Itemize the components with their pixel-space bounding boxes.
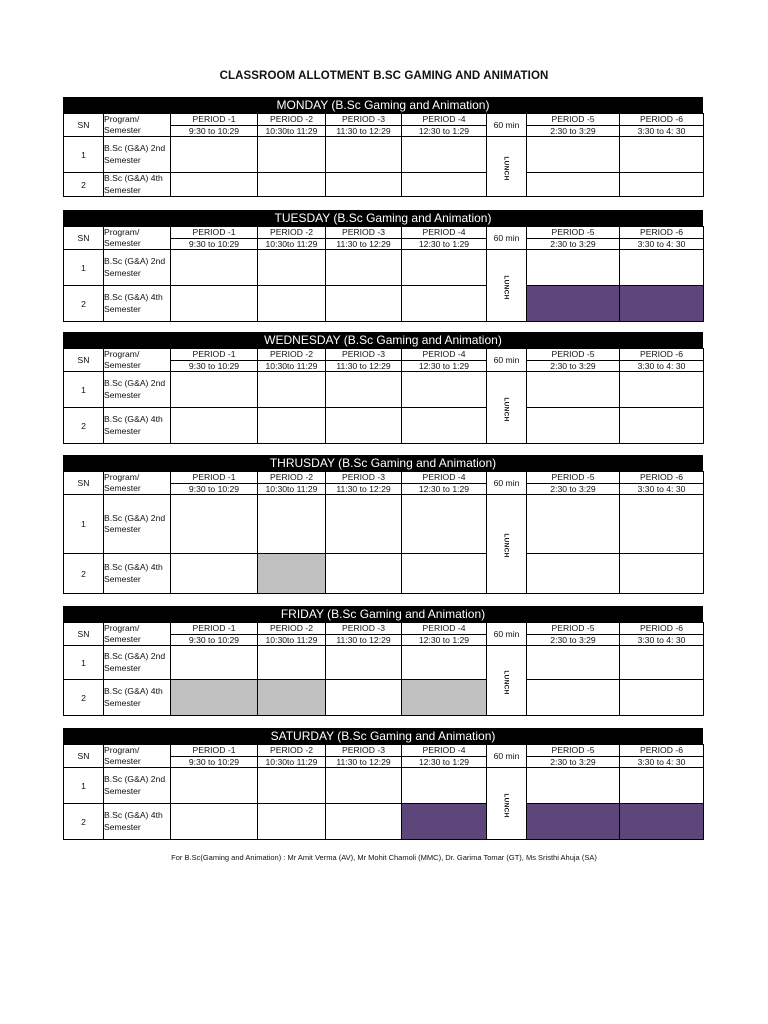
- period-time: 3:30 to 4: 30: [620, 634, 704, 646]
- table-row: [64, 554, 704, 594]
- program-semester-header: Program/ Semester: [104, 349, 171, 372]
- lunch-cell: [487, 137, 527, 197]
- slot-cell[interactable]: [258, 372, 326, 408]
- period-header: PERIOD -5: [527, 745, 620, 757]
- sn-cell: 2: [64, 408, 104, 444]
- period-time: 2:30 to 3:29: [527, 360, 620, 372]
- lunch-duration-header: 60 min: [487, 472, 527, 495]
- period-header: PERIOD -6: [620, 227, 704, 239]
- lunch-duration-header: 60 min: [487, 349, 527, 372]
- period-header: PERIOD -5: [527, 472, 620, 484]
- program-cell: B.Sc (G&A) 4th Semester: [104, 173, 171, 197]
- slot-cell[interactable]: [402, 680, 487, 716]
- period-time: 12:30 to 1:29: [402, 125, 487, 137]
- sn-cell: 2: [64, 554, 104, 594]
- lunch-label: LUNCH: [503, 396, 510, 422]
- program-cell: B.Sc (G&A) 2nd Semester: [104, 250, 171, 286]
- sn-cell: 1: [64, 495, 104, 554]
- lunch-cell: [487, 250, 527, 322]
- period-time: 3:30 to 4: 30: [620, 238, 704, 250]
- slot-cell[interactable]: [620, 804, 704, 840]
- period-header: PERIOD -3: [326, 227, 402, 239]
- period-time: 12:30 to 1:29: [402, 238, 487, 250]
- period-time: 9:30 to 10:29: [171, 360, 258, 372]
- program-semester-header: Program/ Semester: [104, 472, 171, 495]
- slot-cell[interactable]: [326, 768, 402, 804]
- period-header: PERIOD -2: [258, 745, 326, 757]
- slot-cell[interactable]: [527, 408, 620, 444]
- period-header: PERIOD -1: [171, 472, 258, 484]
- period-time: 12:30 to 1:29: [402, 634, 487, 646]
- lunch-duration-header: 60 min: [487, 227, 527, 250]
- period-header: PERIOD -5: [527, 349, 620, 361]
- sn-cell: 2: [64, 804, 104, 840]
- slot-cell[interactable]: [620, 646, 704, 680]
- period-time: 3:30 to 4: 30: [620, 756, 704, 768]
- slot-cell[interactable]: [402, 554, 487, 594]
- slot-cell[interactable]: [402, 804, 487, 840]
- day-block: [63, 728, 703, 840]
- period-time: 11:30 to 12:29: [326, 360, 402, 372]
- table-row: [64, 646, 704, 680]
- period-header: PERIOD -3: [326, 114, 402, 126]
- sn-cell: 1: [64, 768, 104, 804]
- slot-cell[interactable]: [620, 286, 704, 322]
- day-block: [63, 332, 703, 444]
- period-header: PERIOD -5: [527, 114, 620, 126]
- slot-cell[interactable]: [620, 554, 704, 594]
- lunch-label: LUNCH: [503, 274, 510, 300]
- faculty-footer: For B.Sc(Gaming and Animation) : Mr Amit Verma (AV), Mr Mohit Chamoli (MMC), Dr. Garima Tomar (GT), Ms Sristhi Ahuja (SA): [171, 853, 597, 862]
- program-cell: B.Sc (G&A) 2nd Semester: [104, 372, 171, 408]
- period-time: 9:30 to 10:29: [171, 756, 258, 768]
- period-time: 3:30 to 4: 30: [620, 360, 704, 372]
- program-cell: B.Sc (G&A) 4th Semester: [104, 680, 171, 716]
- period-header: PERIOD -5: [527, 623, 620, 635]
- slot-cell[interactable]: [258, 495, 326, 554]
- period-time: 9:30 to 10:29: [171, 483, 258, 495]
- lunch-label: LUNCH: [503, 792, 510, 818]
- lunch-label: LUNCH: [503, 533, 510, 558]
- slot-cell[interactable]: [402, 137, 487, 173]
- program-cell: B.Sc (G&A) 4th Semester: [104, 804, 171, 840]
- slot-cell[interactable]: [527, 286, 620, 322]
- period-time: 12:30 to 1:29: [402, 483, 487, 495]
- table-row: [64, 680, 704, 716]
- slot-cell[interactable]: [258, 768, 326, 804]
- program-semester-header: Program/ Semester: [104, 114, 171, 137]
- slot-cell[interactable]: [620, 372, 704, 408]
- day-block: [63, 210, 703, 322]
- period-time: 10:30to 11:29: [258, 360, 326, 372]
- period-header: PERIOD -2: [258, 114, 326, 126]
- period-time: 3:30 to 4: 30: [620, 483, 704, 495]
- sn-header: SN: [64, 227, 104, 250]
- table-row: [64, 768, 704, 804]
- slot-cell[interactable]: [258, 646, 326, 680]
- period-header: PERIOD -2: [258, 472, 326, 484]
- slot-cell[interactable]: [402, 372, 487, 408]
- table-row: [64, 250, 704, 286]
- day-block: [63, 606, 703, 716]
- period-time: 10:30to 11:29: [258, 483, 326, 495]
- schedule-table: [63, 113, 704, 197]
- period-time: 2:30 to 3:29: [527, 125, 620, 137]
- day-header: FRIDAY (B.Sc Gaming and Animation): [63, 606, 703, 622]
- period-time: 9:30 to 10:29: [171, 238, 258, 250]
- lunch-cell: [487, 372, 527, 444]
- lunch-duration-header: 60 min: [487, 114, 527, 137]
- period-header: PERIOD -5: [527, 227, 620, 239]
- schedule-table: [63, 622, 704, 716]
- program-cell: B.Sc (G&A) 4th Semester: [104, 408, 171, 444]
- slot-cell[interactable]: [527, 173, 620, 197]
- slot-cell[interactable]: [171, 646, 258, 680]
- program-cell: B.Sc (G&A) 2nd Semester: [104, 768, 171, 804]
- period-time: 12:30 to 1:29: [402, 756, 487, 768]
- slot-cell[interactable]: [527, 768, 620, 804]
- period-header: PERIOD -6: [620, 349, 704, 361]
- period-time: 11:30 to 12:29: [326, 238, 402, 250]
- slot-cell[interactable]: [527, 646, 620, 680]
- period-time: 11:30 to 12:29: [326, 634, 402, 646]
- slot-cell[interactable]: [171, 680, 258, 716]
- slot-cell[interactable]: [171, 286, 258, 322]
- period-header: PERIOD -4: [402, 472, 487, 484]
- sn-header: SN: [64, 745, 104, 768]
- slot-cell[interactable]: [171, 554, 258, 594]
- period-header: PERIOD -4: [402, 745, 487, 757]
- period-header: PERIOD -4: [402, 114, 487, 126]
- slot-cell[interactable]: [620, 408, 704, 444]
- schedule-table: [63, 471, 704, 594]
- period-time: 10:30to 11:29: [258, 634, 326, 646]
- slot-cell[interactable]: [527, 680, 620, 716]
- lunch-duration-header: 60 min: [487, 745, 527, 768]
- period-time: 10:30to 11:29: [258, 756, 326, 768]
- slot-cell[interactable]: [402, 768, 487, 804]
- slot-cell[interactable]: [326, 495, 402, 554]
- slot-cell[interactable]: [527, 804, 620, 840]
- slot-cell[interactable]: [258, 804, 326, 840]
- period-header: PERIOD -1: [171, 623, 258, 635]
- slot-cell[interactable]: [171, 250, 258, 286]
- slot-cell[interactable]: [620, 137, 704, 173]
- lunch-label: LUNCH: [503, 669, 510, 695]
- day-header: THRUSDAY (B.Sc Gaming and Animation): [63, 455, 703, 471]
- slot-cell[interactable]: [171, 804, 258, 840]
- lunch-label: LUNCH: [503, 155, 510, 181]
- lunch-duration-header: 60 min: [487, 623, 527, 646]
- slot-cell[interactable]: [171, 768, 258, 804]
- lunch-cell: [487, 646, 527, 716]
- period-header: PERIOD -3: [326, 472, 402, 484]
- sn-header: SN: [64, 472, 104, 495]
- period-time: 2:30 to 3:29: [527, 634, 620, 646]
- schedule-table: [63, 348, 704, 444]
- period-time: 2:30 to 3:29: [527, 756, 620, 768]
- slot-cell[interactable]: [258, 173, 326, 197]
- table-row: [64, 173, 704, 197]
- day-header: TUESDAY (B.Sc Gaming and Animation): [63, 210, 703, 226]
- slot-cell[interactable]: [258, 250, 326, 286]
- lunch-cell: [487, 495, 527, 594]
- period-header: PERIOD -1: [171, 745, 258, 757]
- slot-cell[interactable]: [171, 173, 258, 197]
- period-time: 11:30 to 12:29: [326, 756, 402, 768]
- table-row: [64, 137, 704, 173]
- period-header: PERIOD -3: [326, 745, 402, 757]
- period-header: PERIOD -4: [402, 227, 487, 239]
- period-time: 11:30 to 12:29: [326, 125, 402, 137]
- period-header: PERIOD -1: [171, 114, 258, 126]
- slot-cell[interactable]: [527, 250, 620, 286]
- slot-cell[interactable]: [527, 495, 620, 554]
- slot-cell[interactable]: [258, 137, 326, 173]
- period-header: PERIOD -6: [620, 114, 704, 126]
- slot-cell[interactable]: [326, 286, 402, 322]
- sn-header: SN: [64, 114, 104, 137]
- slot-cell[interactable]: [402, 495, 487, 554]
- program-cell: B.Sc (G&A) 2nd Semester: [104, 495, 171, 554]
- period-header: PERIOD -1: [171, 349, 258, 361]
- slot-cell[interactable]: [620, 173, 704, 197]
- table-row: [64, 408, 704, 444]
- slot-cell[interactable]: [171, 372, 258, 408]
- program-cell: B.Sc (G&A) 2nd Semester: [104, 137, 171, 173]
- period-time: 10:30to 11:29: [258, 125, 326, 137]
- period-header: PERIOD -6: [620, 472, 704, 484]
- slot-cell[interactable]: [171, 495, 258, 554]
- slot-cell[interactable]: [527, 554, 620, 594]
- slot-cell[interactable]: [402, 250, 487, 286]
- program-semester-header: Program/ Semester: [104, 745, 171, 768]
- period-time: 12:30 to 1:29: [402, 360, 487, 372]
- table-row: [64, 495, 704, 554]
- period-header: PERIOD -1: [171, 227, 258, 239]
- sn-cell: 2: [64, 173, 104, 197]
- sn-cell: 1: [64, 137, 104, 173]
- slot-cell[interactable]: [620, 680, 704, 716]
- day-header: MONDAY (B.Sc Gaming and Animation): [63, 97, 703, 113]
- period-header: PERIOD -3: [326, 349, 402, 361]
- program-cell: B.Sc (G&A) 2nd Semester: [104, 646, 171, 680]
- sn-header: SN: [64, 349, 104, 372]
- slot-cell[interactable]: [527, 372, 620, 408]
- period-time: 11:30 to 12:29: [326, 483, 402, 495]
- sn-cell: 1: [64, 250, 104, 286]
- slot-cell[interactable]: [171, 408, 258, 444]
- slot-cell[interactable]: [258, 554, 326, 594]
- sn-cell: 2: [64, 680, 104, 716]
- program-semester-header: Program/ Semester: [104, 227, 171, 250]
- period-header: PERIOD -3: [326, 623, 402, 635]
- day-block: [63, 455, 703, 594]
- sn-header: SN: [64, 623, 104, 646]
- period-time: 2:30 to 3:29: [527, 483, 620, 495]
- document-title: CLASSROOM ALLOTMENT B.SC GAMING AND ANIMATION: [219, 70, 549, 82]
- period-header: PERIOD -2: [258, 349, 326, 361]
- lunch-cell: [487, 768, 527, 840]
- sn-cell: 1: [64, 646, 104, 680]
- period-header: PERIOD -4: [402, 349, 487, 361]
- slot-cell[interactable]: [326, 680, 402, 716]
- slot-cell[interactable]: [527, 137, 620, 173]
- slot-cell[interactable]: [326, 804, 402, 840]
- period-time: 2:30 to 3:29: [527, 238, 620, 250]
- slot-cell[interactable]: [402, 408, 487, 444]
- slot-cell[interactable]: [620, 768, 704, 804]
- period-header: PERIOD -6: [620, 745, 704, 757]
- period-time: 9:30 to 10:29: [171, 634, 258, 646]
- program-cell: B.Sc (G&A) 4th Semester: [104, 554, 171, 594]
- slot-cell[interactable]: [326, 173, 402, 197]
- slot-cell[interactable]: [326, 250, 402, 286]
- slot-cell[interactable]: [258, 286, 326, 322]
- slot-cell[interactable]: [258, 408, 326, 444]
- period-time: 10:30to 11:29: [258, 238, 326, 250]
- period-time: 9:30 to 10:29: [171, 125, 258, 137]
- slot-cell[interactable]: [326, 137, 402, 173]
- period-header: PERIOD -2: [258, 623, 326, 635]
- slot-cell[interactable]: [171, 137, 258, 173]
- slot-cell[interactable]: [620, 250, 704, 286]
- slot-cell[interactable]: [620, 495, 704, 554]
- slot-cell[interactable]: [258, 680, 326, 716]
- program-semester-header: Program/ Semester: [104, 623, 171, 646]
- schedule-table: [63, 744, 704, 840]
- period-header: PERIOD -6: [620, 623, 704, 635]
- slot-cell[interactable]: [402, 173, 487, 197]
- period-time: 3:30 to 4: 30: [620, 125, 704, 137]
- slot-cell[interactable]: [326, 372, 402, 408]
- day-block: [63, 97, 703, 197]
- slot-cell[interactable]: [326, 554, 402, 594]
- slot-cell[interactable]: [326, 646, 402, 680]
- table-row: [64, 804, 704, 840]
- program-cell: B.Sc (G&A) 4th Semester: [104, 286, 171, 322]
- table-row: [64, 372, 704, 408]
- period-header: PERIOD -2: [258, 227, 326, 239]
- sn-cell: 1: [64, 372, 104, 408]
- sn-cell: 2: [64, 286, 104, 322]
- slot-cell[interactable]: [402, 286, 487, 322]
- day-header: SATURDAY (B.Sc Gaming and Animation): [63, 728, 703, 744]
- table-row: [64, 286, 704, 322]
- slot-cell[interactable]: [326, 408, 402, 444]
- schedule-table: [63, 226, 704, 322]
- slot-cell[interactable]: [402, 646, 487, 680]
- period-header: PERIOD -4: [402, 623, 487, 635]
- day-header: WEDNESDAY (B.Sc Gaming and Animation): [63, 332, 703, 348]
